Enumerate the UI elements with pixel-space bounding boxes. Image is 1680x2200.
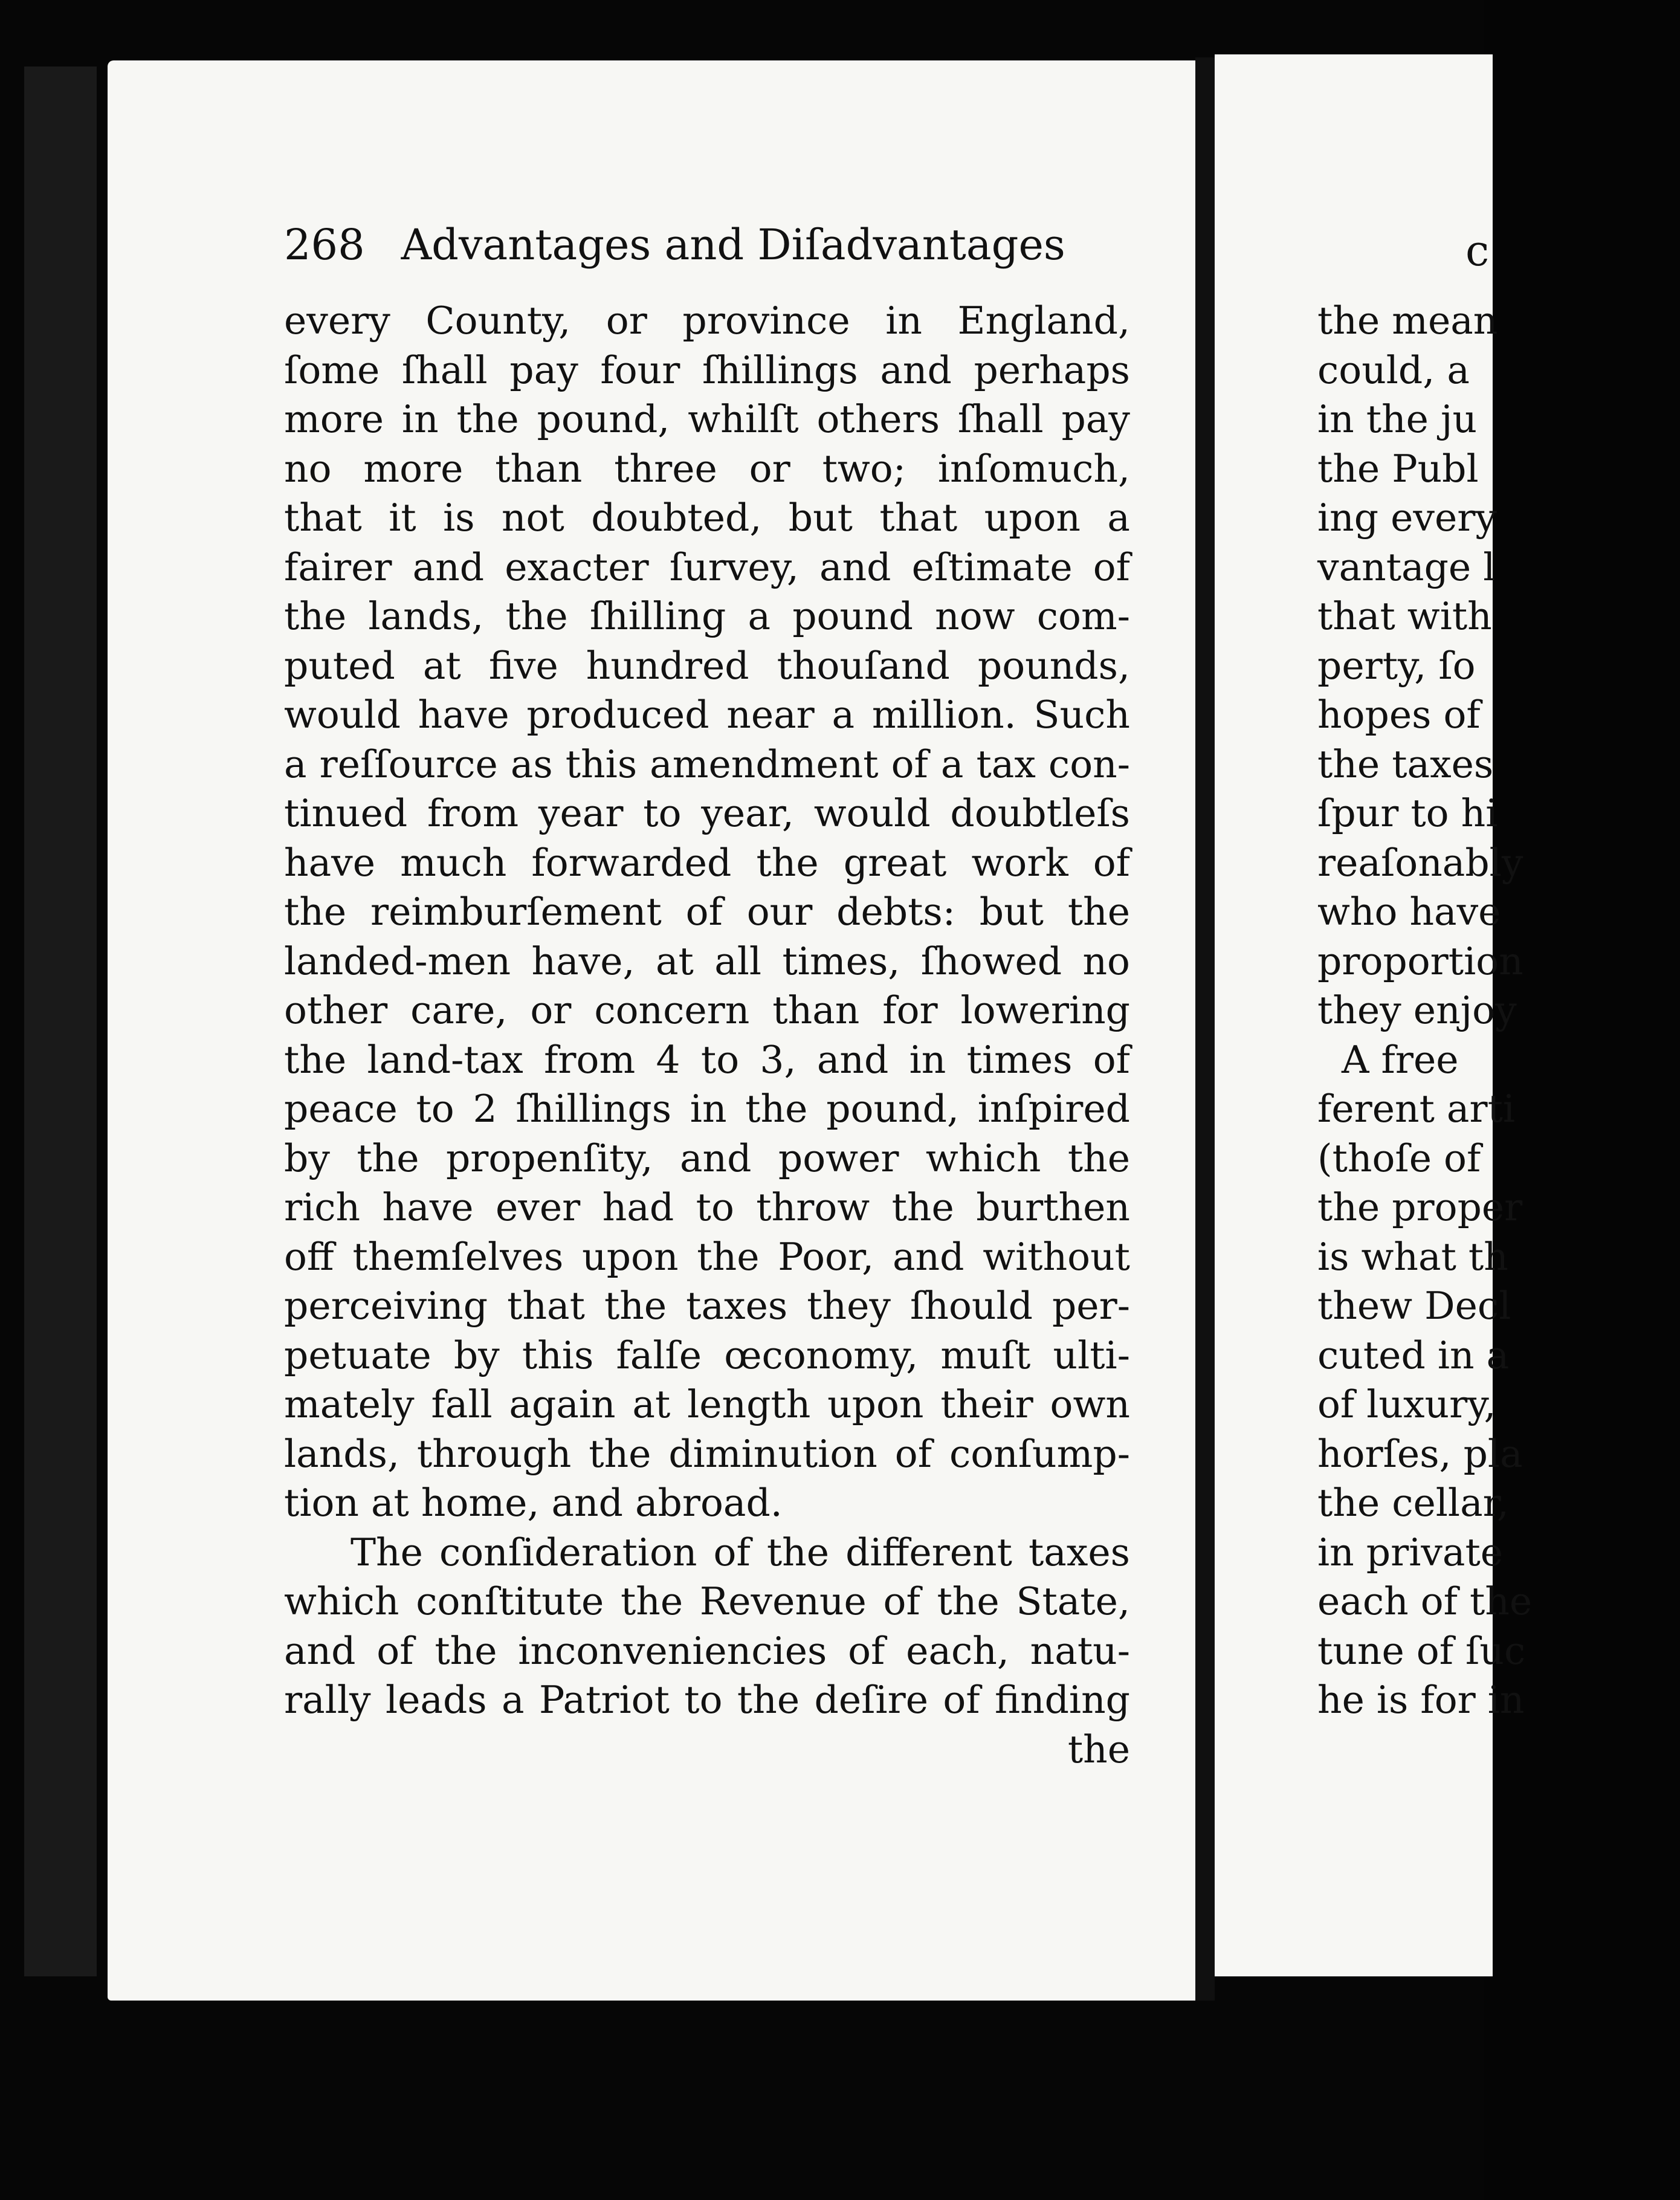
text-line: (thoſe of — [1317, 1136, 1481, 1180]
text-line: perty, ſo — [1317, 643, 1476, 688]
running-title: Advantages and Diſadvantages — [401, 220, 1065, 270]
text-line: fairer and exacter ſurvey, and eſtimate of — [284, 545, 1130, 589]
right-page-body — [1317, 296, 1680, 1725]
text-line: vantage l — [1317, 545, 1496, 589]
text-line: perceiving that the taxes they ſhould per- — [284, 1284, 1130, 1328]
text-line: have much forwarded the great work of — [284, 840, 1130, 885]
text-line: the proper — [1317, 1185, 1523, 1229]
running-head — [284, 218, 1142, 272]
text-line: puted at five hundred thouſand pounds, — [284, 643, 1130, 688]
text-line: peace to 2 ſhillings in the pound, inſpired — [284, 1087, 1130, 1131]
text-line: ſome ſhall pay four ſhillings and perhaps — [284, 348, 1130, 392]
page-gutter — [1195, 57, 1215, 2001]
text-line: each of the — [1317, 1579, 1533, 1623]
text-line: that with — [1317, 594, 1492, 638]
text-line: tune of ſuc — [1317, 1628, 1526, 1673]
book-spine-edge — [24, 66, 97, 1976]
text-line: of luxury, — [1317, 1382, 1496, 1426]
text-line: could, a — [1317, 348, 1470, 392]
text-line: every County, or province in England, — [284, 299, 1130, 343]
text-line: is what th — [1317, 1234, 1508, 1279]
text-line: The conſideration of the different taxes — [351, 1530, 1130, 1574]
text-line: rally leads a Patriot to the deſire of finding — [284, 1678, 1130, 1722]
text-line: they enjoy — [1317, 988, 1517, 1032]
text-line: hopes of — [1317, 693, 1481, 737]
text-line: the reimburſement of our debts: but the — [284, 890, 1130, 934]
text-line: ferent arti — [1317, 1087, 1516, 1131]
text-line: landed-men have, at all times, ſhowed no — [284, 939, 1130, 983]
text-line: reaſonably — [1317, 840, 1523, 885]
text-line: the land-tax from 4 to 3, and in times of — [284, 1037, 1130, 1082]
text-line: ſpur to hi — [1317, 791, 1498, 835]
text-line: tinued from year to year, would doubtleſs — [284, 791, 1130, 835]
text-line: proportion — [1317, 939, 1523, 983]
text-line: and of the inconveniencies of each, natu- — [284, 1628, 1130, 1673]
text-line: petuate by this falſe œconomy, muſt ulti- — [284, 1333, 1130, 1377]
text-line: other care, or concern than for lowering — [284, 988, 1130, 1032]
text-line: the cellar, — [1317, 1481, 1509, 1525]
text-line: no more than three or two; inſomuch, — [284, 446, 1130, 491]
text-line: which conſtitute the Revenue of the State, — [284, 1579, 1130, 1623]
text-line: by the propenſity, and power which the — [284, 1136, 1130, 1180]
text-line: the taxes — [1317, 742, 1494, 786]
text-line: off themſelves upon the Poor, and without — [284, 1234, 1130, 1279]
page-number: 268 — [284, 220, 365, 270]
text-line: cuted in a — [1317, 1333, 1510, 1377]
text-line: more in the pound, whilſt others ſhall pay — [284, 397, 1130, 441]
text-line: the lands, the ſhilling a pound now com- — [284, 594, 1130, 638]
text-line: ing every — [1317, 496, 1497, 540]
text-line: in the ju — [1317, 397, 1478, 441]
right-running-head-fragment: c — [1465, 226, 1490, 276]
text-line: a reſſource as this amendment of a tax con- — [284, 742, 1130, 786]
text-line: that it is not doubted, but that upon a — [284, 496, 1130, 540]
text-line: mately fall again at length upon their own — [284, 1382, 1130, 1426]
text-line: tion at home, and abroad. — [284, 1481, 783, 1525]
text-line: lands, through the diminution of conſump- — [284, 1431, 1130, 1476]
text-line: in private — [1317, 1530, 1504, 1574]
text-line: horſes, pla — [1317, 1431, 1523, 1476]
text-line: the Publ — [1317, 446, 1479, 491]
left-page-body — [284, 296, 1130, 1774]
text-line: A free — [1342, 1037, 1459, 1082]
text-line: the mean — [1317, 299, 1498, 343]
catchword: the — [1067, 1727, 1130, 1771]
text-line: would have produced near a million. Such — [284, 693, 1130, 737]
text-line: he is for in — [1317, 1678, 1525, 1722]
text-line: who have — [1317, 890, 1501, 934]
text-line: rich have ever had to throw the burthen — [284, 1185, 1130, 1229]
text-line: thew Decl — [1317, 1284, 1511, 1328]
